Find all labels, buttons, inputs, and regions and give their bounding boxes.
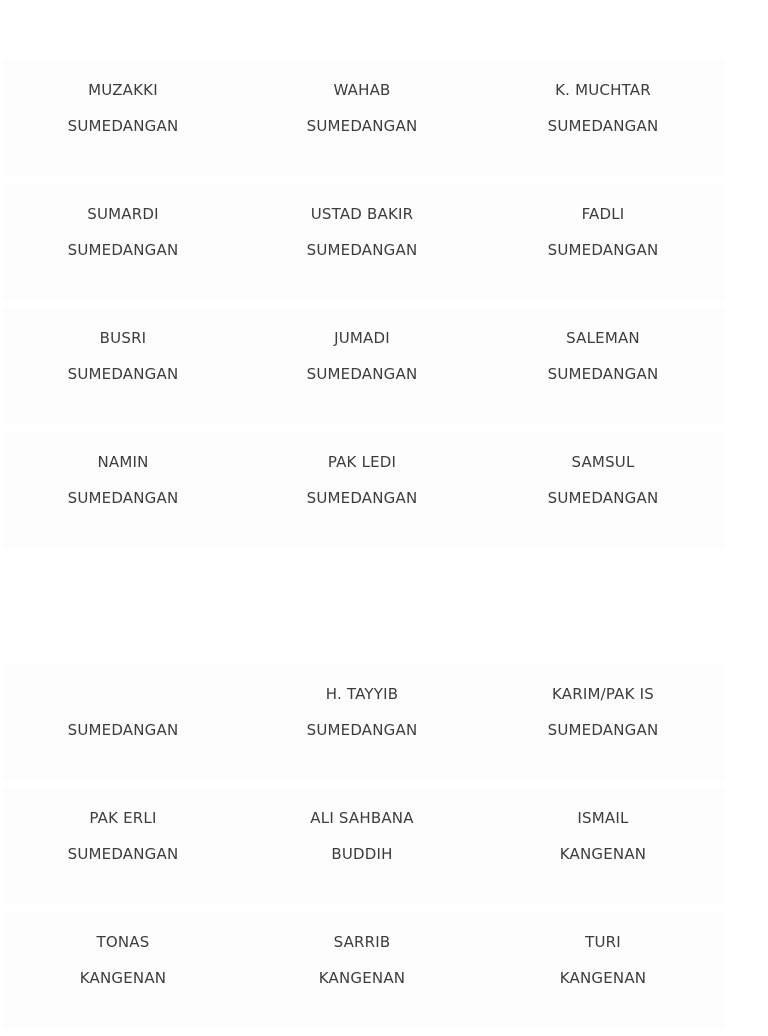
address-label (482, 184, 724, 300)
label-place: SUMEDANGAN (547, 721, 659, 739)
address-label (482, 432, 724, 548)
label-place: SUMEDANGAN (67, 721, 179, 739)
label-place: SUMEDANGAN (306, 241, 418, 259)
label-place: KANGENAN (318, 969, 406, 987)
label-place: SUMEDANGAN (306, 365, 418, 383)
label-name: JUMADI (334, 329, 390, 347)
label-name: NAMIN (97, 453, 149, 471)
label-sheet-bottom (4, 664, 724, 1036)
address-label (4, 788, 242, 904)
address-label (4, 432, 242, 548)
address-label (242, 432, 482, 548)
address-label (482, 308, 724, 424)
label-name: SAMSUL (571, 453, 635, 471)
address-label (482, 60, 724, 176)
address-label (242, 184, 482, 300)
address-label (482, 912, 724, 1028)
label-place: SUMEDANGAN (67, 845, 179, 863)
label-name: BUSRI (99, 329, 147, 347)
label-place: SUMEDANGAN (547, 365, 659, 383)
label-name: PAK ERLI (89, 809, 157, 827)
address-label (242, 912, 482, 1028)
label-place: SUMEDANGAN (306, 489, 418, 507)
label-name: ISMAIL (577, 809, 629, 827)
label-place: SUMEDANGAN (306, 721, 418, 739)
label-place: KANGENAN (79, 969, 167, 987)
label-place: KANGENAN (559, 845, 647, 863)
label-name: MUZAKKI (88, 81, 158, 99)
label-name: WAHAB (333, 81, 391, 99)
label-place: SUMEDANGAN (547, 117, 659, 135)
label-place: SUMEDANGAN (67, 241, 179, 259)
address-label (242, 788, 482, 904)
label-name: SARRIB (333, 933, 391, 951)
address-label (4, 912, 242, 1028)
address-label (4, 60, 242, 176)
address-label (4, 184, 242, 300)
label-place: SUMEDANGAN (67, 117, 179, 135)
label-name: TONAS (96, 933, 150, 951)
address-label (4, 664, 242, 780)
label-name: H. TAYYIB (325, 685, 399, 703)
label-place: SUMEDANGAN (547, 489, 659, 507)
label-place: SUMEDANGAN (547, 241, 659, 259)
label-place: SUMEDANGAN (67, 365, 179, 383)
address-label (482, 788, 724, 904)
label-name: SALEMAN (566, 329, 640, 347)
label-name: TURI (585, 933, 621, 951)
label-name: K. MUCHTAR (555, 81, 651, 99)
label-name: USTAD BAKIR (310, 205, 414, 223)
label-name: PAK LEDI (327, 453, 397, 471)
address-label (242, 308, 482, 424)
label-place: SUMEDANGAN (67, 489, 179, 507)
label-name: SUMARDI (87, 205, 159, 223)
label-name: KARIM/PAK IS (552, 685, 654, 703)
address-label (482, 664, 724, 780)
address-label (242, 60, 482, 176)
label-place: SUMEDANGAN (306, 117, 418, 135)
label-sheet-top (4, 60, 724, 556)
address-label (4, 308, 242, 424)
label-place: BUDDIH (331, 845, 393, 863)
label-name: FADLI (581, 205, 625, 223)
label-place: KANGENAN (559, 969, 647, 987)
label-name: ALI SAHBANA (310, 809, 414, 827)
address-label (242, 664, 482, 780)
